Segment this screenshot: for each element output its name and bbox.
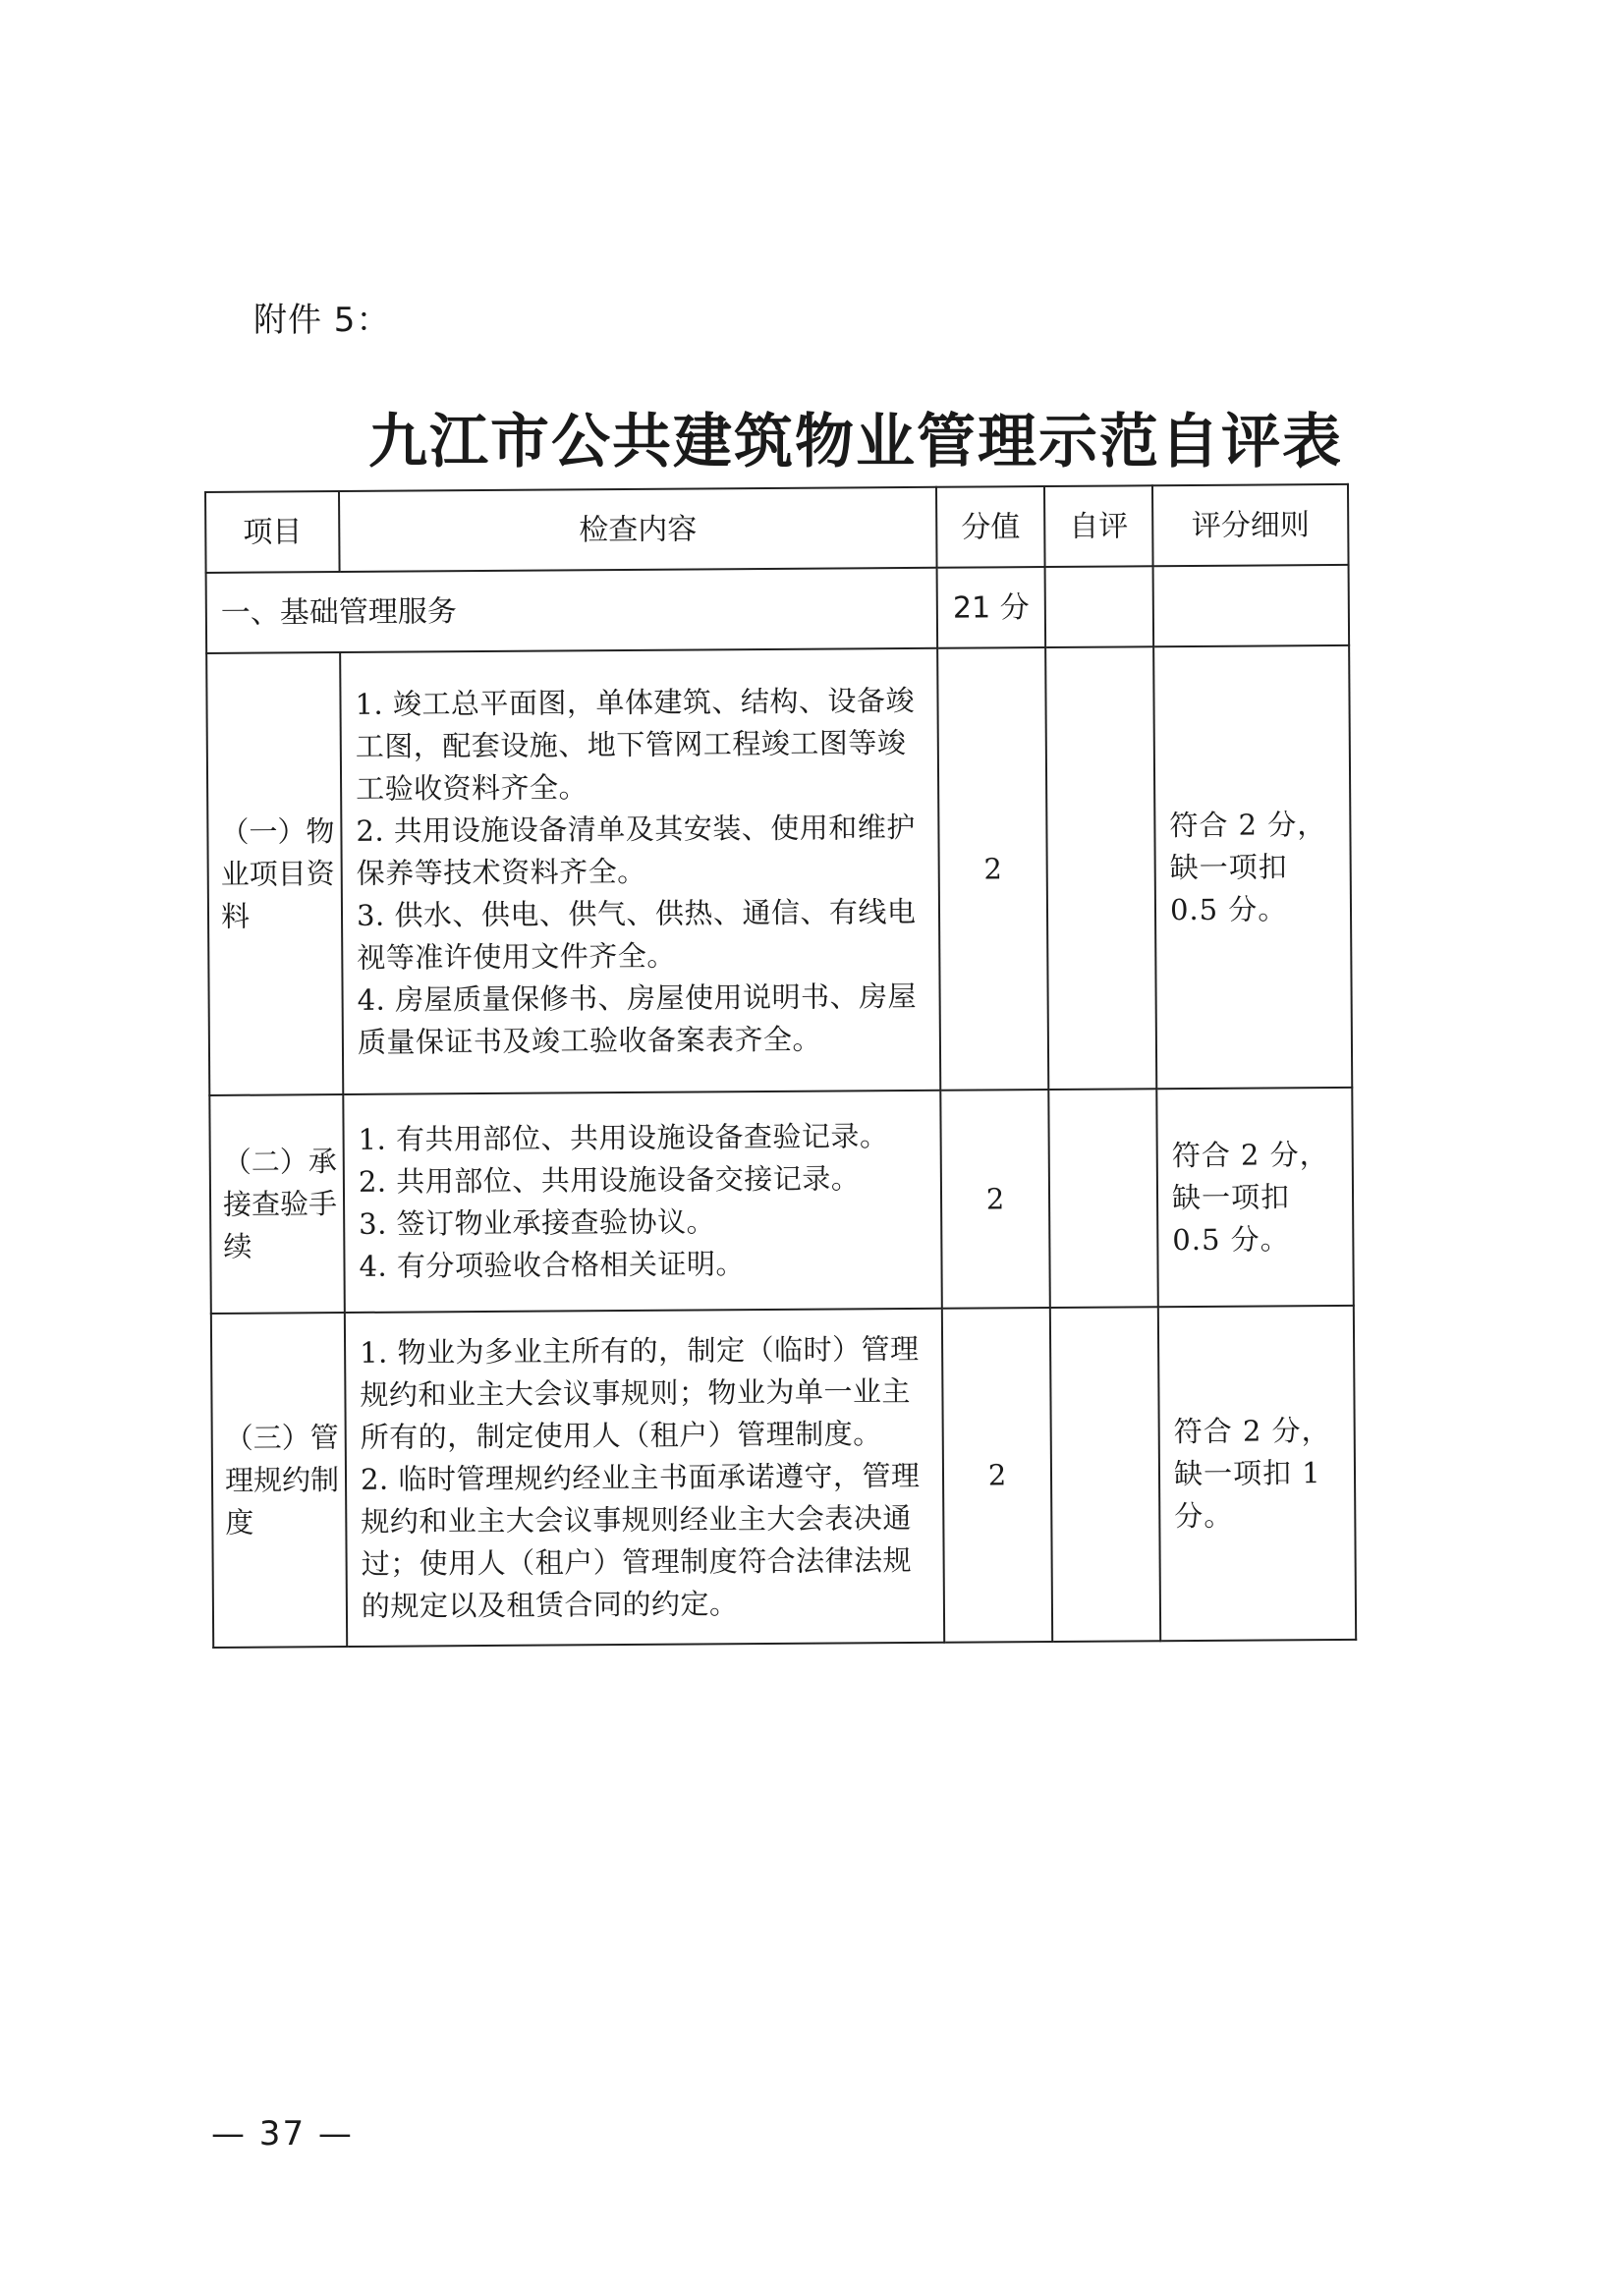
- row-self-eval[interactable]: [1048, 1089, 1158, 1308]
- row-item: （二）承接查验手续: [209, 1094, 345, 1314]
- section-self-eval: [1045, 566, 1154, 647]
- section-score: 21 分: [937, 567, 1046, 648]
- content-line: 2. 临时管理规约经业主书面承诺遵守，管理规约和业主大会议事规则经业主大会表决通过；使用人（租户）管理制度符合法律法规的规定以及租赁合同的约定。: [360, 1458, 921, 1623]
- row-score: 2: [940, 1090, 1050, 1309]
- row-rules: 符合 2 分，缺一项扣 1 分。: [1158, 1306, 1356, 1641]
- attachment-label: 附件 5：: [253, 301, 391, 340]
- section-label: 一、基础管理服务: [206, 568, 938, 653]
- header-item: 项目: [205, 491, 340, 573]
- header-self-eval: 自评: [1044, 485, 1153, 567]
- row-item: （一）物业项目资料: [206, 652, 343, 1095]
- row-rules: 符合 2 分，缺一项扣 0.5 分。: [1156, 1088, 1354, 1307]
- content-line: 1. 有共用部位、共用设施设备查验记录。: [358, 1119, 889, 1156]
- content-line: 4. 房屋质量保修书、房屋使用说明书、房屋质量保证书及竣工验收备案表齐全。: [357, 979, 918, 1059]
- section-rules: [1153, 565, 1350, 646]
- row-content: [345, 1309, 944, 1647]
- table-row: [206, 645, 1352, 1095]
- self-evaluation-table: [204, 483, 1357, 1649]
- page-number: — 37 —: [211, 2114, 354, 2154]
- header-score: 分值: [936, 486, 1045, 568]
- content-line: 4. 有分项验收合格相关证明。: [359, 1247, 746, 1283]
- row-score: 2: [942, 1308, 1052, 1643]
- content-line: 2. 共用部位、共用设施设备交接记录。: [358, 1161, 861, 1199]
- content-line: 3. 签订物业承接查验协议。: [359, 1204, 716, 1241]
- row-content: [343, 1091, 942, 1313]
- row-score: 2: [937, 647, 1048, 1091]
- document-title: 九江市公共建筑物业管理示范自评表: [368, 408, 1343, 476]
- table-row: [211, 1306, 1356, 1648]
- row-self-eval[interactable]: [1045, 646, 1156, 1090]
- table-row: [209, 1088, 1354, 1314]
- row-item: （三）管理规约制度: [211, 1313, 347, 1648]
- content-line: 1. 物业为多业主所有的，制定（临时）管理规约和业主大会议事规则；物业为单一业主所有的，制定使用人（租户）管理制度。: [360, 1331, 920, 1454]
- content-line: 2. 共用设施设备清单及其安装、使用和维护保养等技术资料齐全。: [356, 810, 916, 890]
- section-row: [206, 565, 1350, 653]
- table-header-row: [205, 484, 1349, 573]
- row-rules: 符合 2 分，缺一项扣 0.5 分。: [1153, 645, 1352, 1089]
- row-self-eval[interactable]: [1050, 1307, 1160, 1642]
- header-content: 检查内容: [339, 487, 937, 572]
- header-rules: 评分细则: [1152, 484, 1349, 566]
- row-content: [340, 648, 940, 1094]
- content-line: 3. 供水、供电、供气、供热、通信、有线电视等准许使用文件齐全。: [356, 894, 917, 975]
- content-line: 1. 竣工总平面图，单体建筑、结构、设备竣工图，配套设施、地下管网工程竣工图等竣工验收资料齐全。: [355, 683, 916, 806]
